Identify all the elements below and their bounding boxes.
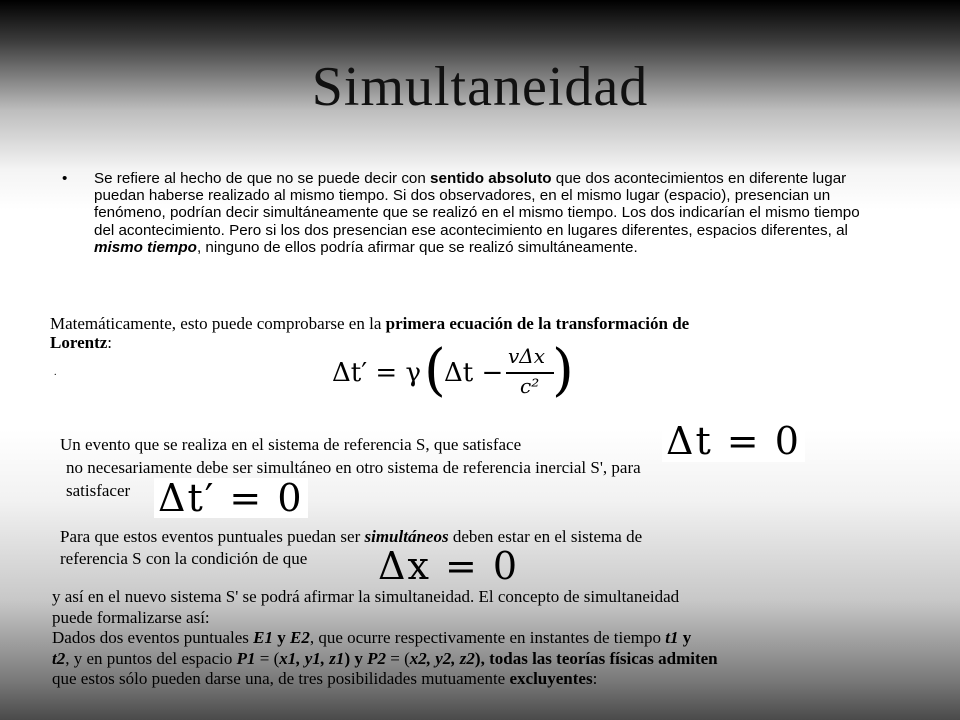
math-intro-bold: primera ecuación de la transformación de Lorentz — [50, 314, 690, 352]
bullet-bold-term: sentido absoluto — [430, 170, 552, 187]
coords-2: x2, y2, z2 — [409, 648, 475, 668]
final-line-2: puede formalizarse así: — [52, 607, 210, 627]
final-line-3 — [52, 628, 912, 649]
final-conj: y — [272, 628, 290, 647]
final-line-1: y así en el nuevo sistema S' se podrá afirmar la simultaneidad. El concepto de simultaneidad — [52, 587, 680, 606]
bullet-text-part: que dos acontecimientos en diferente lugar puedan haberse realizado al mismo tiempo. Si dos observadores, en el mismo lugar (espacio), presencian un fenómeno, podrían decir simultáneamente que se realizó en el mismo tiempo. Los dos indicarían el mismo tiempo del acontecimiento. Pero si los dos presencian ese acontecimiento en lugares diferentes, espacios diferentes, al — [94, 170, 860, 239]
condition-text-2: deben estar en el sistema de — [448, 527, 643, 546]
lorentz-numerator: vΔx — [508, 344, 546, 368]
lorentz-lhs: Δt′ = γ — [332, 358, 421, 388]
math-intro-text: Matemáticamente, esto puede comprobarse en la — [50, 314, 386, 333]
final-text: = ( — [386, 648, 410, 668]
time-t2: t2 — [52, 648, 66, 668]
final-bold: excluyentes — [509, 669, 593, 688]
condition-bold: simultáneos — [364, 527, 449, 546]
event-e2: E2 — [289, 628, 310, 647]
lorentz-close-paren: ) — [552, 338, 574, 403]
stray-dot: . — [54, 367, 57, 378]
final-text: , que ocurre respectivamente en instantes de tiempo — [309, 628, 666, 647]
slide-title: Simultaneidad — [311, 56, 649, 118]
final-text: ) y — [344, 648, 368, 668]
bullet-text-part: , ninguno de ellos podría afirmar que se realizó simultáneamente. — [196, 238, 638, 256]
bullet-icon: • — [62, 170, 68, 187]
bullet-text — [94, 170, 862, 256]
final-text: , y en puntos del espacio — [65, 648, 237, 668]
math-intro-colon: : — [107, 333, 113, 352]
bullet-bold-italic-term: mismo tiempo — [94, 238, 197, 256]
final-paragraph — [52, 587, 912, 690]
lorentz-equation — [328, 338, 574, 406]
final-line-4 — [52, 649, 912, 670]
lorentz-denominator: c² — [520, 374, 540, 398]
lorentz-term: Δt − — [444, 358, 504, 388]
lorentz-open-paren: ( — [424, 338, 446, 403]
final-colon: : — [592, 669, 598, 688]
point-p2: P2 — [367, 648, 386, 668]
final-text: = ( — [255, 648, 280, 668]
bullet-text-part: Se refiere al hecho de que no se puede decir con — [94, 170, 431, 187]
eq-delta-t-zero: Δt = 0 — [662, 420, 805, 462]
eq-delta-x-zero: Δx = 0 — [378, 544, 520, 588]
condition-text: Para que estos eventos puntuales puedan ser — [60, 527, 365, 546]
point-p1: P1 — [236, 648, 256, 668]
bullet-paragraph — [62, 170, 862, 256]
event-line-3: satisfacer — [66, 481, 131, 500]
event-e1: E1 — [253, 628, 273, 647]
event-line-2: no necesariamente debe ser simultáneo en otro sistema de referencia inercial S', para — [66, 458, 641, 477]
eq-delta-t-prime-zero: Δt′ = 0 — [154, 478, 308, 518]
event-line-1: Un evento que se realiza en el sistema de referencia S, que satisface — [60, 435, 522, 454]
final-line-5 — [52, 669, 912, 690]
final-text: ), todas las teorías físicas admiten — [474, 648, 718, 668]
time-t1: t1 — [665, 628, 679, 647]
coords-1: x1, y1, z1 — [279, 648, 345, 668]
condition-line-2: referencia S con la condición de que — [60, 549, 308, 568]
final-text: Dados dos eventos puntuales — [52, 628, 254, 647]
final-conj: y — [678, 628, 692, 647]
final-text: que estos sólo pueden darse una, de tres posibilidades mutuamente — [52, 669, 510, 688]
